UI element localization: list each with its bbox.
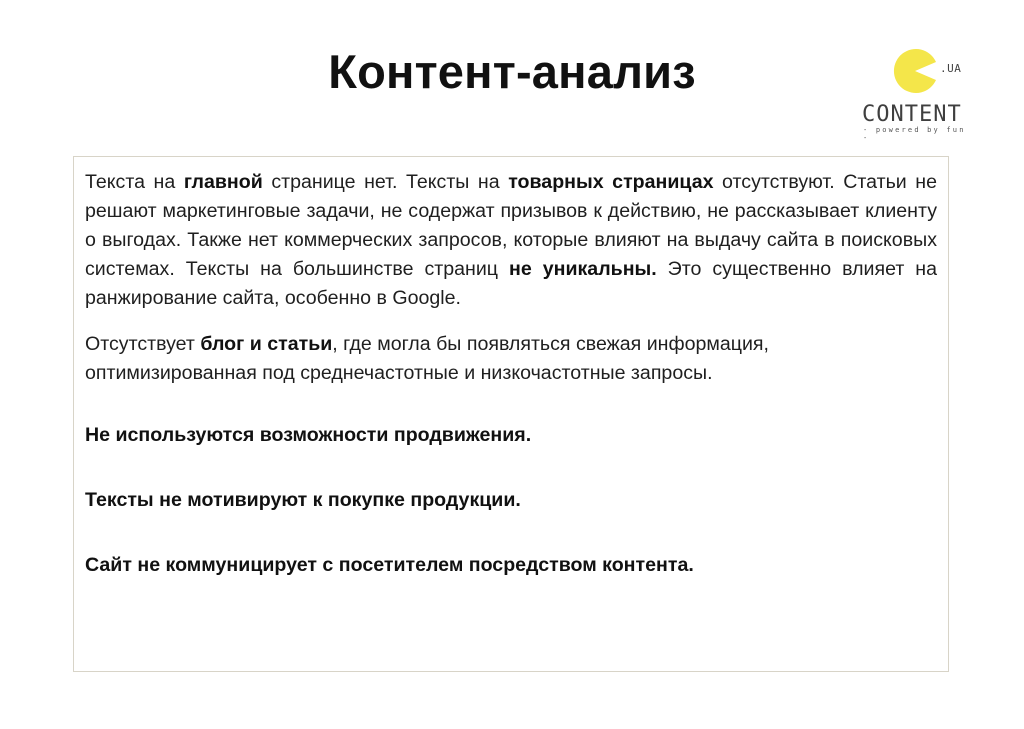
logo <box>858 44 978 140</box>
pacman-icon <box>892 48 938 94</box>
paragraph-text: Текста на <box>85 171 184 193</box>
paragraph-text: отсутствуют. Статьи не решают маркетинговые задачи, не содержат призывов к действию, не рассказывает клиенту о выгодах. Также нет коммерческих запросов, которые влияют на выдачу сайта в поисковых системах. Тексты на большинстве страниц <box>85 171 937 280</box>
paragraph-text: Отсутствует <box>85 333 201 355</box>
paragraph-blog <box>85 330 937 388</box>
emphasis-text: блог и статьи <box>200 333 333 355</box>
paragraph-texts-analysis <box>85 168 937 313</box>
paragraph-text: , где могла бы появляться свежая информация, оптимизированная под среднечастотные и низкочастотные запросы. <box>85 333 769 384</box>
content-box <box>73 156 949 672</box>
emphasis-text: главной <box>183 171 263 193</box>
page-title: Контент-анализ <box>328 45 696 98</box>
emphasis-text: товарных страницах <box>508 171 714 193</box>
logo-tagline: - powered by fun - <box>863 126 966 142</box>
paragraph-text: странице нет. Тексты на <box>262 171 509 193</box>
logo-wordmark: CONTENT <box>862 102 962 127</box>
logo-tld: .UA <box>940 62 962 75</box>
emphasis-text: не уникальны. <box>509 258 657 280</box>
paragraph-text: Это существенно влияет на ранжирование сайта, особенно в Google. <box>85 258 937 309</box>
paragraph-communication: Сайт не коммуницирует с посетителем посредством контента. <box>85 554 694 576</box>
paragraph-promotion: Не используются возможности продвижения. <box>85 424 532 446</box>
paragraph-motivation: Тексты не мотивируют к покупке продукции. <box>85 489 521 511</box>
